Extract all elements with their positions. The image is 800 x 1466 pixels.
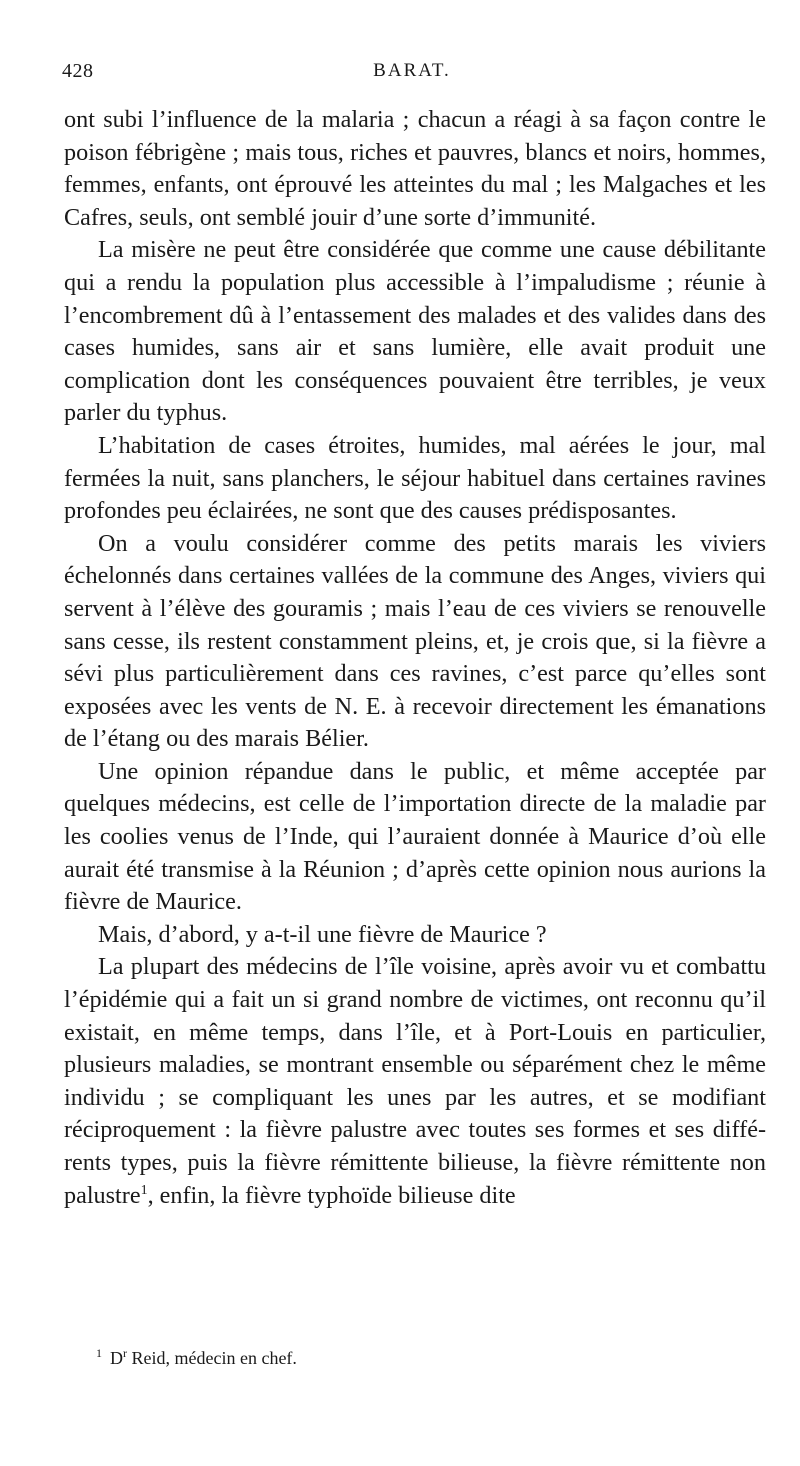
- paragraph: L’habitation de cases étroites, humides, mal aérées le jour, mal fermées la nuit, sans planchers, le séjour habituel dans certaines ravines profondes peu éclairées, ne sont que des causes prédisposantes.: [64, 431, 766, 525]
- page-number: 428: [62, 60, 94, 82]
- running-head: [62, 60, 762, 90]
- paragraph-continuation: ont subi l’influence de la malaria ; chacun a réagi à sa façon contre le poison fébrigène ; mais tous, riches et pauvres, blancs et noirs, hommes, femmes, enfants, ont éprouvé les atteintes du mal ; les Malgaches et les Cafres, seuls, ont semblé jouir d’une sorte d’immunité.: [64, 106, 766, 231]
- paragraph-last: [64, 951, 766, 1212]
- footnote-abbr-sup: r: [123, 1346, 127, 1360]
- paragraph: On a voulu considérer comme des petits marais les viviers échelonnés dans certaines vallées de la commune des Anges, viviers qui servent à l’élève des gouramis ; mais l’eau de ces viviers se renouvelle sans cesse, ils restent constamment pleins, et, je crois que, si la fièvre a sévi plus particulièrement dans ces ravines, c’est parce qu’elles sont exposées avec les vents de N. E. à recevoir directement les émanations de l’étang ou des marais Bélier.: [64, 529, 766, 753]
- footnote-mark: 1: [96, 1346, 102, 1360]
- footnote-abbr: D: [110, 1348, 123, 1368]
- paragraph: Mais, d’abord, y a-t-il une fièvre de Maurice ?: [98, 920, 547, 948]
- paragraph-text-end: , enfin, la fièvre typhoïde bilieuse dite: [147, 1181, 516, 1209]
- footnote: [96, 1346, 756, 1370]
- paragraph-text: La plupart des médecins de l’île voisine, après avoir vu et combattu l’épidémie qui a fait un si grand nombre de victimes, ont reconnu qu’il existait, en même temps, dans l’île, et à Port-Louis en particulier, plusieurs maladies, se montrant ensemble ou séparément chez le même individu ; se compliquant les unes par les autres, et se modifiant réciproquement : la fièvre palustre avec toutes ses formes et ses différents types, puis la fièvre rémittente bilieuse, la fièvre rémittente non palustre: [64, 953, 766, 1209]
- footnote-reference: 1: [140, 1182, 148, 1198]
- body-text: [64, 104, 766, 1212]
- paragraph: La misère ne peut être considérée que comme une cause débilitante qui a rendu la population plus accessible à l’impaludisme ; réunie à l’encombrement dû à l’entassement des malades et des valides dans des cases humides, sans air et sans lumière, elle avait produit une complication dont les conséquences pouvaient être terribles, je veux parler du typhus.: [64, 236, 766, 427]
- running-title: BARAT.: [373, 60, 451, 81]
- paragraph: Une opinion répandue dans le public, et même acceptée par quelques médecins, est celle de l’importation directe de la maladie par les coolies venus de l’Inde, qui l’auraient donnée à Maurice d’où elle aurait été transmise à la Réunion ; d’après cette opinion nous aurions la fièvre de Maurice.: [64, 757, 766, 916]
- footnote-text: Reid, médecin en chef.: [127, 1348, 297, 1368]
